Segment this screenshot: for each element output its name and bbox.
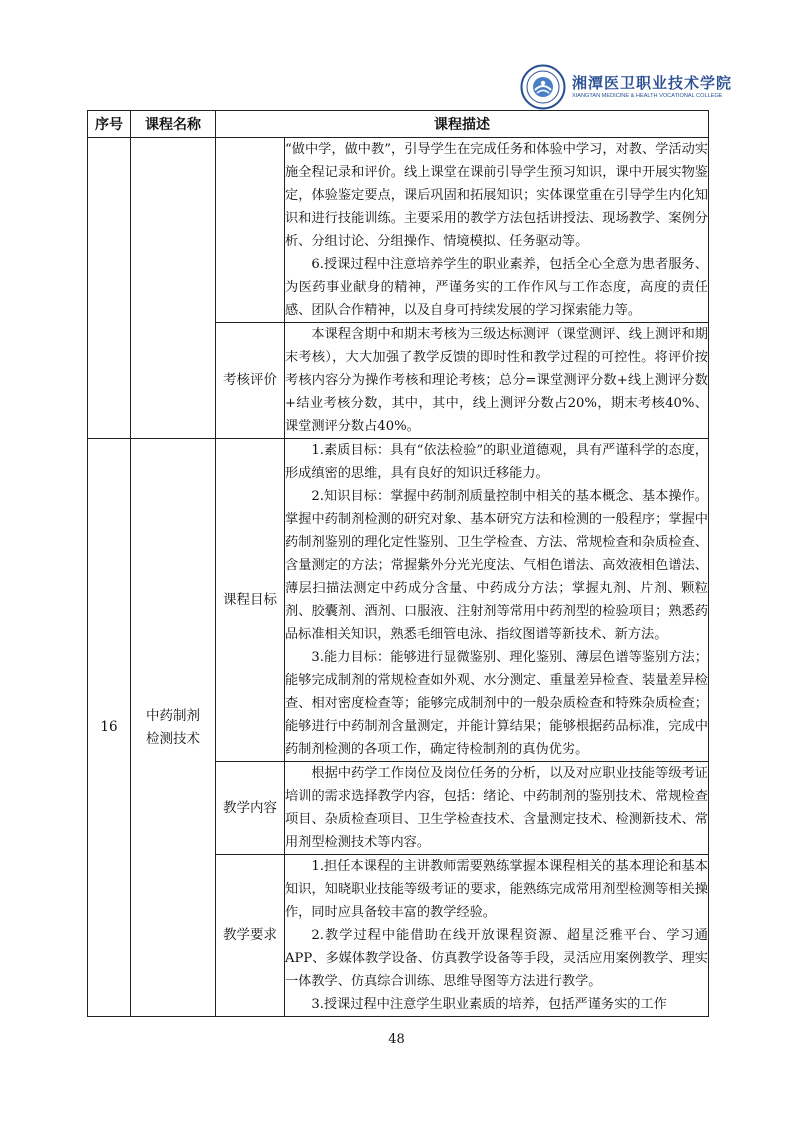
continued-teaching-requirements [285, 138, 709, 323]
paragraph: 1.担任本课程的主讲教师需要熟练掌握本课程相关的基本理论和基本知识，知晓职业技能等级考证的要求，能熟练完成常用剂型检测等相关操作，同时应具备较丰富的教学经验。 [285, 859, 708, 920]
school-name-en: XIANGTAN MEDICINE & HEALTH VOCATIONAL COLLEGE [572, 93, 723, 99]
course-name-line: 检测技术 [146, 730, 200, 747]
objective-description [285, 439, 709, 762]
school-name-cn: 湘潭医卫职业技术学院 [572, 74, 733, 92]
table-row [88, 138, 709, 323]
continued-no-cell [88, 138, 131, 439]
requirement-label: 教学要求 [216, 855, 285, 1017]
paragraph: “做中学，做中教”，引导学生在完成任务和体验中学习，对教、学活动实施全程记录和评价。线上课堂在课前引导学生预习知识，课中开展实物鉴定，体验鉴定要点，课后巩固和拓展知识；实体课堂重在引导学生内化知识和进行技能训练。主要采用的教学方法包括讲授法、现场教学、案例分析、分组讨论、分组操作、情境模拟、任务驱动等。 [285, 142, 708, 249]
course-no: 16 [88, 439, 131, 1017]
paragraph: 根据中药学工作岗位及岗位任务的分析，以及对应职业技能等级考证培训的需求选择教学内容，包括：绪论、中药制剂的鉴别技术、常规检查项目、杂质检查项目、卫生学检查技术、含量测定技术、检测新技术、常用剂型检测技术等内容。 [285, 766, 708, 850]
course-table [87, 110, 709, 1017]
continued-label-cell [216, 138, 285, 323]
table-row [88, 439, 709, 762]
paragraph: 2.教学过程中能借助在线开放课程资源、超星泛雅平台、学习通APP、多媒体教学设备、仿真教学设备等手段，灵活应用案例教学、理实一体教学、仿真综合训练、思维导图等方法进行教学。 [285, 928, 708, 989]
requirement-description [285, 855, 709, 1017]
course-name [131, 439, 216, 1017]
header-course-description: 课程描述 [216, 111, 709, 138]
table-header-row [88, 111, 709, 138]
header-no: 序号 [88, 111, 131, 138]
paragraph: 2.知识目标：掌握中药制剂质量控制中相关的基本概念、基本操作。掌握中药制剂检测的研究对象、基本研究方法和检测的一般程序；掌握中药制剂鉴别的理化定性鉴别、卫生学检查、方法、常规检查和杂质检查、含量测定的方法；常握紫外分光光度法、气相色谱法、高效液相色谱法、薄层扫描法测定中药成分含量、中药成分方法；掌握丸剂、片剂、颗粒剂、胶囊剂、酒剂、口服液、注射剂等常用中药剂型的检验项目；熟悉药品标准相关知识，熟悉毛细管电泳、指纹图谱等新技术、新方法。 [285, 489, 708, 642]
paragraph: 3.授课过程中注意学生职业素质的培养，包括严谨务实的工作 [311, 997, 667, 1012]
paragraph: 本课程含期中和期末考核为三级达标测评（课堂测评、线上测评和期末考核），大大加强了教学反馈的即时性和教学过程的可控性。将评价按考核内容分为操作考核和理论考核；总分=课堂测评分数+线上测评分数+结业考核分数，其中，其中，线上测评分数占20%，期末考核40%、课堂测评分数占40%。 [285, 327, 708, 434]
objective-label: 课程目标 [216, 439, 285, 762]
header-course-name: 课程名称 [131, 111, 216, 138]
content-label: 教学内容 [216, 762, 285, 855]
page-number: 48 [388, 1032, 405, 1047]
continued-name-cell [131, 138, 216, 439]
paragraph: 1.素质目标：具有“依法检验”的职业道德观，具有严谨科学的态度，形成缜密的思维，具有良好的知识迁移能力。 [285, 443, 708, 481]
school-seal-icon [520, 64, 566, 110]
paragraph: 6.授课过程中注意培养学生的职业素养，包括全心全意为患者服务、为医药事业献身的精神，严谨务实的工作作风与工作态度，高度的责任感、团队合作精神，以及自身可持续发展的学习探索能力等。 [285, 257, 708, 318]
assessment-description [285, 323, 709, 439]
paragraph: 3.能力目标：能够进行显微鉴别、理化鉴别、薄层色谱等鉴别方法；能够完成制剂的常规检查如外观、水分测定、重量差异检查、装量差异检查、相对密度检查等；能够完成制剂中的一般杂质检查和特殊杂质检查；能够进行中药制剂含量测定，并能计算结果；能够根据药品标准，完成中药制剂检测的各项工作，确定待检制剂的真伪优劣。 [285, 650, 708, 757]
assessment-label: 考核评价 [216, 323, 285, 439]
school-logo [520, 64, 733, 116]
course-name-line: 中药制剂 [146, 707, 200, 724]
content-description [285, 762, 709, 855]
